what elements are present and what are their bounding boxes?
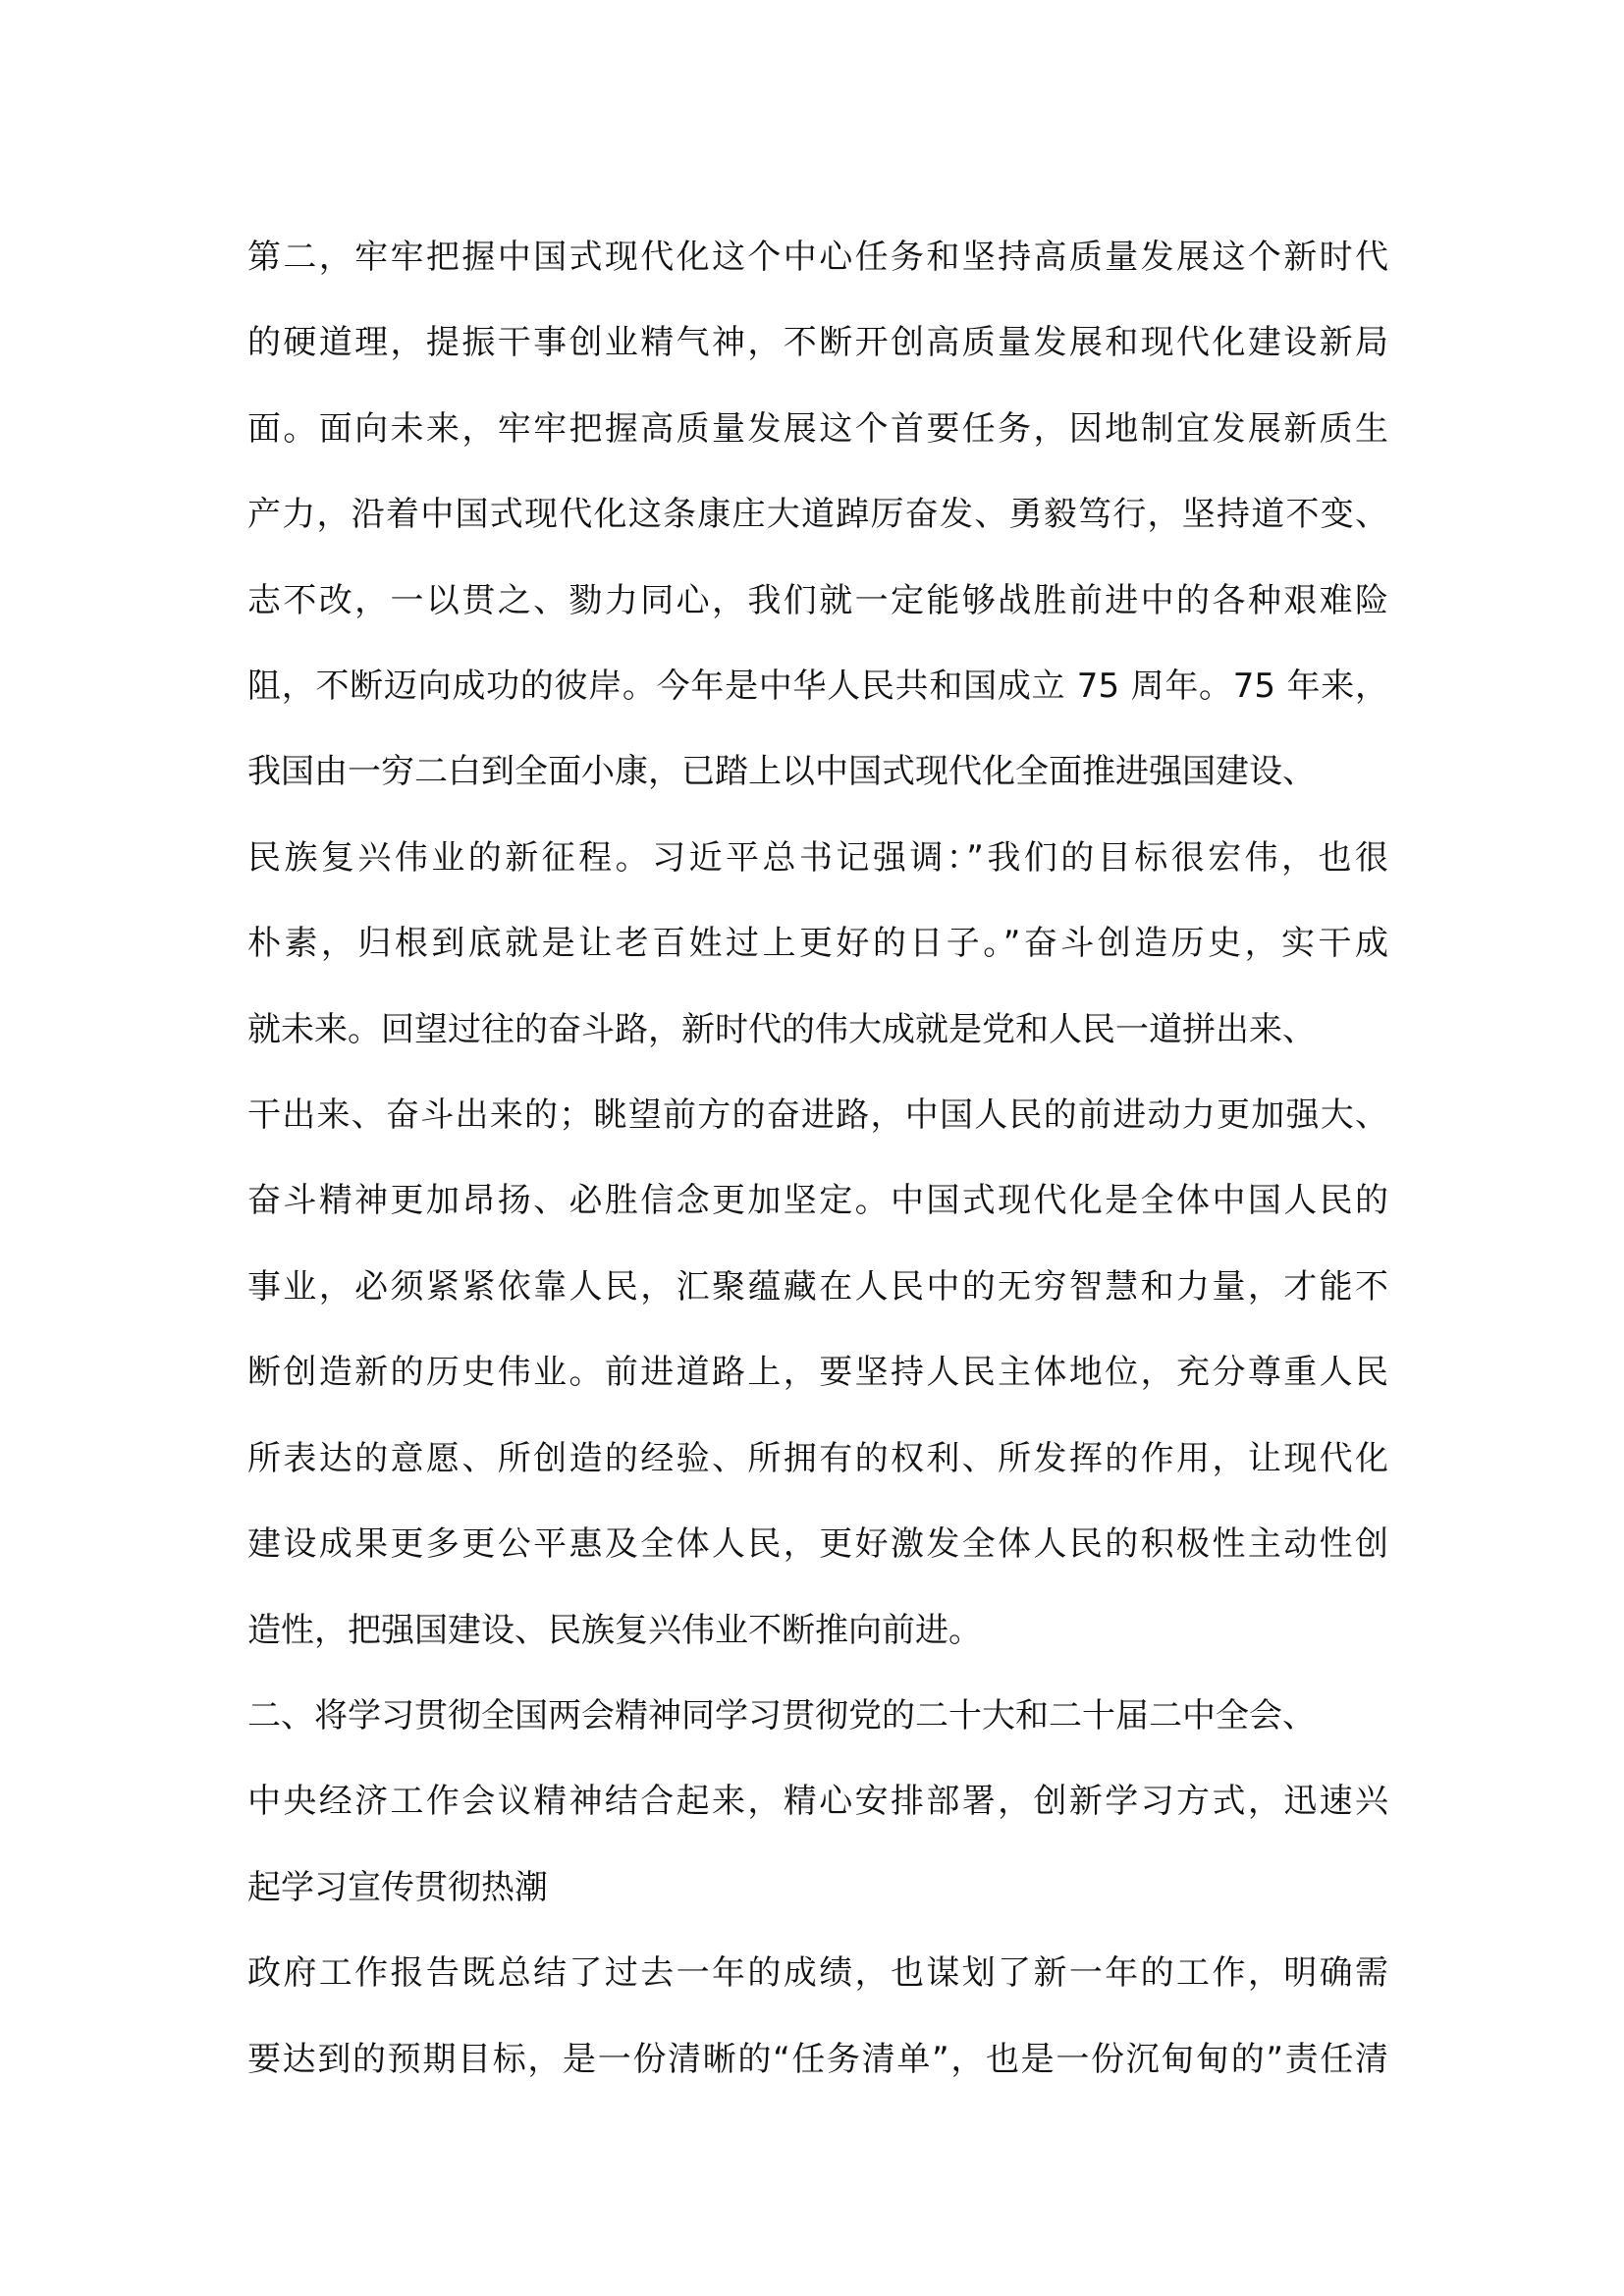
text-line: 干出来、奋斗出来的；眺望前方的奋进路，中国人民的前进动力更加强大、	[247, 1095, 1388, 1136]
text-line: 产力，沿着中国式现代化这条康庄大道踔厉奋发、勇毅笃行，坚持道不变、	[247, 495, 1388, 535]
document-body	[247, 215, 1388, 2103]
text-line: 民族复兴伟业的新征程。习近平总书记强调：”我们的目标很宏伟，也很	[247, 837, 1388, 878]
text-line: 造性，把强国建设、民族复兴伟业不断推向前进。	[247, 1610, 982, 1650]
heading-line: 起学习宣传贯彻热潮	[247, 1867, 548, 1907]
heading-line: 二、将学习贯彻全国两会精神同学习贯彻党的二十大和二十届二中全会、	[247, 1695, 1316, 1735]
text-line: 第二，牢牢把握中国式现代化这个中心任务和坚持高质量发展这个新时代	[247, 238, 1388, 277]
text-line: 要达到的预期目标，是一份清晰的“任务清单”，也是一份沉甸甸的”责任清	[247, 2039, 1388, 2079]
paragraph-government-report	[247, 1931, 1388, 2103]
text-line: 志不改，一以贯之、勠力同心，我们就一定能够战胜前进中的各种艰难险	[247, 580, 1388, 620]
text-line: 的硬道理，提振干事创业精气神，不断开创高质量发展和现代化建设新局	[247, 323, 1388, 363]
paragraph-second-point	[247, 215, 1388, 1674]
text-line: 事业，必须紧紧依靠人民，汇聚蕴藏在人民中的无穷智慧和力量，才能不	[247, 1266, 1388, 1307]
section-heading	[247, 1674, 1388, 1931]
text-line: 断创造新的历史伟业。前进道路上，要坚持人民主体地位，充分尊重人民	[247, 1353, 1388, 1393]
text-line: 政府工作报告既总结了过去一年的成绩，也谋划了新一年的工作，明确需	[247, 1953, 1388, 1994]
heading-line: 中央经济工作会议精神结合起来，精心安排部署，创新学习方式，迅速兴	[247, 1782, 1388, 1822]
text-line: 朴素，归根到底就是让老百姓过上更好的日子。”奋斗创造历史，实干成	[247, 924, 1388, 964]
text-line: 面。面向未来，牢牢把握高质量发展这个首要任务，因地制宜发展新质生	[247, 408, 1388, 449]
text-line: 就未来。回望过往的奋斗路，新时代的伟大成就是党和人民一道拼出来、	[247, 1009, 1316, 1049]
text-line: 阻，不断迈向成功的彼岸。今年是中华人民共和国成立 75 周年。75 年来，	[247, 667, 1388, 707]
text-line: 我国由一穷二白到全面小康，已踏上以中国式现代化全面推进强国建设、	[247, 752, 1316, 792]
text-line: 所表达的意愿、所创造的经验、所拥有的权利、所发挥的作用，让现代化	[247, 1438, 1388, 1478]
text-line: 奋斗精神更加昂扬、必胜信念更加坚定。中国式现代化是全体中国人民的	[247, 1181, 1388, 1221]
text-line: 建设成果更多更公平惠及全体人民，更好激发全体人民的积极性主动性创	[247, 1524, 1388, 1565]
